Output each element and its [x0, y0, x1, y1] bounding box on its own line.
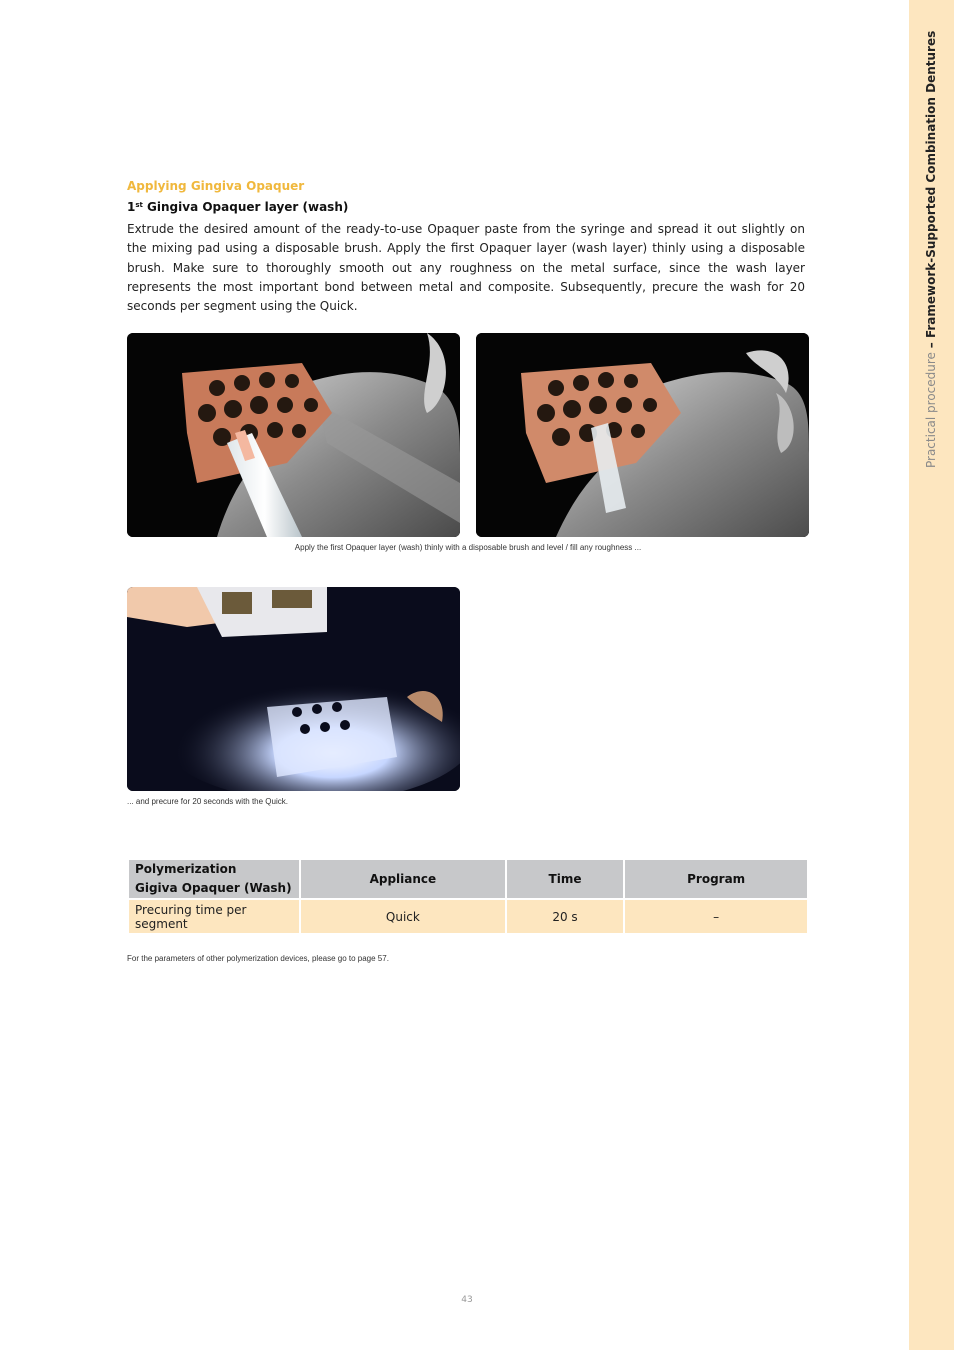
cell-program: – [625, 900, 807, 933]
cell-label: Precuring time per segment [129, 900, 299, 933]
header-time: Time [507, 860, 624, 898]
photo-opaquer-brush [476, 333, 809, 537]
side-tab-section: Practical procedure [924, 352, 938, 468]
side-tab-chapter: – Framework-Supported Combination Dentures [924, 30, 938, 349]
table-header-row [129, 860, 807, 898]
body-paragraph: Extrude the desired amount of the ready-to-use Opaquer paste from the syringe and spread it out slightly on the mixing pad using a disposable brush. Apply the first Opaquer layer (wash layer) thinly using a disposable brush. Make sure to thoroughly smooth out any roughness on the metal surface, since the wash layer represents the most important bond between metal and composite. Subsequently, precure the wash for 20 seconds per segment using the Quick. [127, 222, 805, 314]
header-program: Program [625, 860, 807, 898]
header-polymerization: Polymerization Gigiva Opaquer (Wash) [129, 860, 299, 898]
page-number: 43 [461, 1295, 473, 1305]
figure-caption-2: ... and precure for 20 seconds with the Quick. [127, 797, 288, 806]
photo-precure-quick [127, 587, 460, 791]
section-title: Applying Gingiva Opaquer [127, 179, 305, 193]
footnote: For the parameters of other polymerization devices, please go to page 57. [127, 954, 389, 963]
figure-caption-1: Apply the first Opaquer layer (wash) thinly with a disposable brush and level / fill any roughness ... [294, 543, 642, 552]
photo-opaquer-syringe [127, 333, 460, 537]
sub-title [127, 200, 348, 214]
sub-title-number: 1 [127, 200, 136, 214]
sub-title-ordinal: st [135, 201, 143, 209]
polymerization-table [127, 858, 809, 935]
side-tab-label [924, 30, 938, 468]
header-appliance: Appliance [301, 860, 505, 898]
table-row [129, 900, 807, 933]
cell-time: 20 s [507, 900, 624, 933]
sub-title-text: Gingiva Opaquer layer (wash) [142, 200, 349, 214]
cell-appliance: Quick [301, 900, 505, 933]
